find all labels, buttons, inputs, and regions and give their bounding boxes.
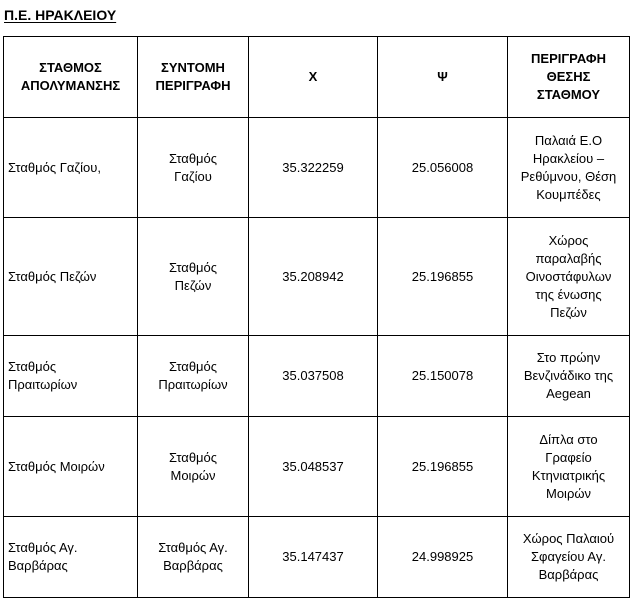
cell-x: 35.048537 bbox=[249, 417, 378, 517]
cell-short-description: Σταθμός Μοιρών bbox=[138, 417, 249, 517]
cell-location-description: Δίπλα στο Γραφείο Κτηνιατρικής Μοιρών bbox=[508, 417, 630, 517]
cell-y: 25.196855 bbox=[378, 218, 508, 336]
cell-y: 24.998925 bbox=[378, 517, 508, 598]
cell-station: Σταθμός Γαζίου, bbox=[4, 118, 138, 218]
cell-x: 35.037508 bbox=[249, 336, 378, 417]
cell-station: Σταθμός Μοιρών bbox=[4, 417, 138, 517]
cell-y: 25.150078 bbox=[378, 336, 508, 417]
table-row bbox=[4, 218, 630, 336]
page-heading: Π.Ε. ΗΡΑΚΛΕΙΟΥ bbox=[4, 7, 117, 23]
header-location-description: ΠΕΡΙΓΡΑΦΗ ΘΕΣΗΣ ΣΤΑΘΜΟΥ bbox=[508, 37, 630, 118]
disinfection-stations-table bbox=[3, 36, 630, 598]
cell-y: 25.056008 bbox=[378, 118, 508, 218]
header-y: Ψ bbox=[378, 37, 508, 118]
table-row bbox=[4, 118, 630, 218]
table-row bbox=[4, 336, 630, 417]
cell-station: Σταθμός Αγ. Βαρβάρας bbox=[4, 517, 138, 598]
cell-x: 35.208942 bbox=[249, 218, 378, 336]
cell-station: Σταθμός Πραιτωρίων bbox=[4, 336, 138, 417]
header-station: ΣΤΑΘΜΟΣ ΑΠΟΛΥΜΑΝΣΗΣ bbox=[4, 37, 138, 118]
cell-short-description: Σταθμός Αγ. Βαρβάρας bbox=[138, 517, 249, 598]
table-header-row bbox=[4, 37, 630, 118]
cell-location-description: Στο πρώην Βενζινάδικο της Aegean bbox=[508, 336, 630, 417]
header-short-description: ΣΥΝΤΟΜΗ ΠΕΡΙΓΡΑΦΗ bbox=[138, 37, 249, 118]
cell-x: 35.322259 bbox=[249, 118, 378, 218]
cell-location-description: Χώρος παραλαβής Οινοστάφυλων της ένωσης Πεζών bbox=[508, 218, 630, 336]
header-x: Χ bbox=[249, 37, 378, 118]
cell-location-description: Χώρος Παλαιού Σφαγείου Αγ. Βαρβάρας bbox=[508, 517, 630, 598]
cell-location-description: Παλαιά Ε.Ο Ηρακλείου – Ρεθύμνου, Θέση Κουμπέδες bbox=[508, 118, 630, 218]
cell-short-description: Σταθμός Γαζίου bbox=[138, 118, 249, 218]
table-row bbox=[4, 517, 630, 598]
cell-short-description: Σταθμός Πραιτωρίων bbox=[138, 336, 249, 417]
cell-short-description: Σταθμός Πεζών bbox=[138, 218, 249, 336]
cell-station: Σταθμός Πεζών bbox=[4, 218, 138, 336]
cell-y: 25.196855 bbox=[378, 417, 508, 517]
cell-x: 35.147437 bbox=[249, 517, 378, 598]
table-row bbox=[4, 417, 630, 517]
